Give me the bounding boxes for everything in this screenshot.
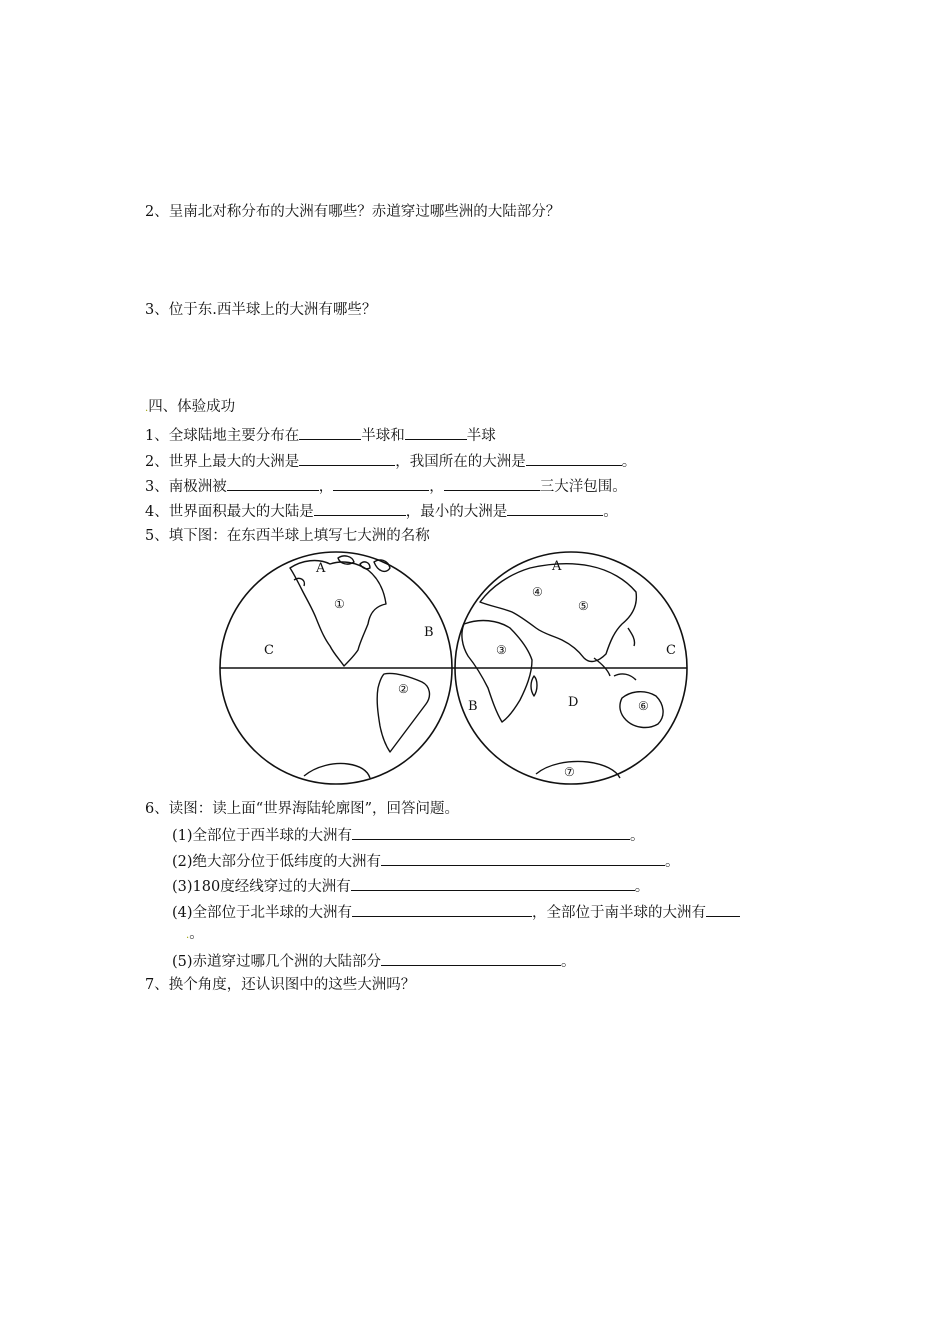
answer-blank[interactable] — [333, 476, 429, 491]
north-america-outline — [290, 561, 386, 666]
answer-blank[interactable] — [227, 476, 319, 491]
exercise-4: 4、世界面积最大的大陆是 ，最小的大洲是 。 — [145, 501, 618, 522]
label-d-east: D — [568, 695, 579, 710]
question-2: 2、呈南北对称分布的大洲有哪些？赤道穿过哪些洲的大陆部分？ — [145, 204, 561, 220]
label-a-west: A — [316, 561, 326, 576]
question-7: 7、换个角度，还认识图中的这些大洲吗？ — [145, 977, 416, 993]
answer-blank[interactable] — [526, 451, 622, 466]
answer-blank[interactable] — [507, 501, 603, 516]
question-6-4-end: .。 — [186, 926, 204, 942]
answer-blank[interactable] — [299, 451, 395, 466]
answer-blank[interactable] — [381, 951, 561, 966]
antarctica-east-outline — [536, 762, 620, 779]
section-4-title: .四、体验成功 — [145, 399, 236, 415]
question-6-1: (1)全部位于西半球的大洲有 。 — [172, 825, 645, 846]
answer-blank[interactable] — [314, 501, 406, 516]
exercise-1: 1、全球陆地主要分布在 半球和 半球 — [145, 425, 496, 446]
answer-blank[interactable] — [352, 825, 630, 840]
exercise-5: 5、填下图：在东西半球上填写七大洲的名称 — [145, 528, 430, 544]
answer-blank[interactable] — [405, 425, 467, 440]
label-c-west: C — [264, 643, 274, 658]
question-6-5: (5)赤道穿过哪几个洲的大陆部分 。 — [172, 951, 576, 972]
exercise-2: 2、世界上最大的大洲是 ，我国所在的大洲是 。 — [145, 451, 636, 472]
continent-6-label: ⑥ — [638, 699, 649, 713]
question-3: 3、位于东.西半球上的大洲有哪些？ — [145, 302, 377, 318]
question-6-title: 6、读图：读上面“世界海陆轮廓图”，回答问题。 — [145, 801, 460, 817]
question-6-3: (3)180度经线穿过的大洲有 。 — [172, 876, 649, 897]
answer-blank[interactable] — [299, 425, 361, 440]
answer-blank[interactable] — [444, 476, 540, 491]
continent-3-label: ③ — [496, 643, 507, 657]
question-6-4: (4)全部位于北半球的大洲有 ，全部位于南半球的大洲有 — [172, 902, 740, 923]
continent-5-label: ⑤ — [578, 599, 589, 613]
exercise-3: 3、南极洲被 ， ， 三大洋包围。 — [145, 476, 627, 497]
continent-4-label: ④ — [532, 585, 543, 599]
answer-blank[interactable] — [381, 851, 665, 866]
continent-2-label: ② — [398, 682, 409, 696]
answer-blank[interactable] — [706, 902, 740, 917]
answer-blank[interactable] — [352, 902, 532, 917]
continent-1-label: ① — [334, 597, 345, 611]
antarctica-west-outline — [304, 764, 370, 779]
continent-7-label: ⑦ — [564, 765, 575, 779]
label-b-east: B — [468, 699, 478, 714]
world-hemispheres-map — [218, 550, 690, 786]
answer-blank[interactable] — [351, 876, 635, 891]
label-c-east: C — [666, 643, 676, 658]
label-a-east: A — [552, 559, 562, 574]
label-b-west: B — [424, 625, 434, 640]
question-6-2: (2)绝大部分位于低纬度的大洲有 。 — [172, 851, 680, 872]
